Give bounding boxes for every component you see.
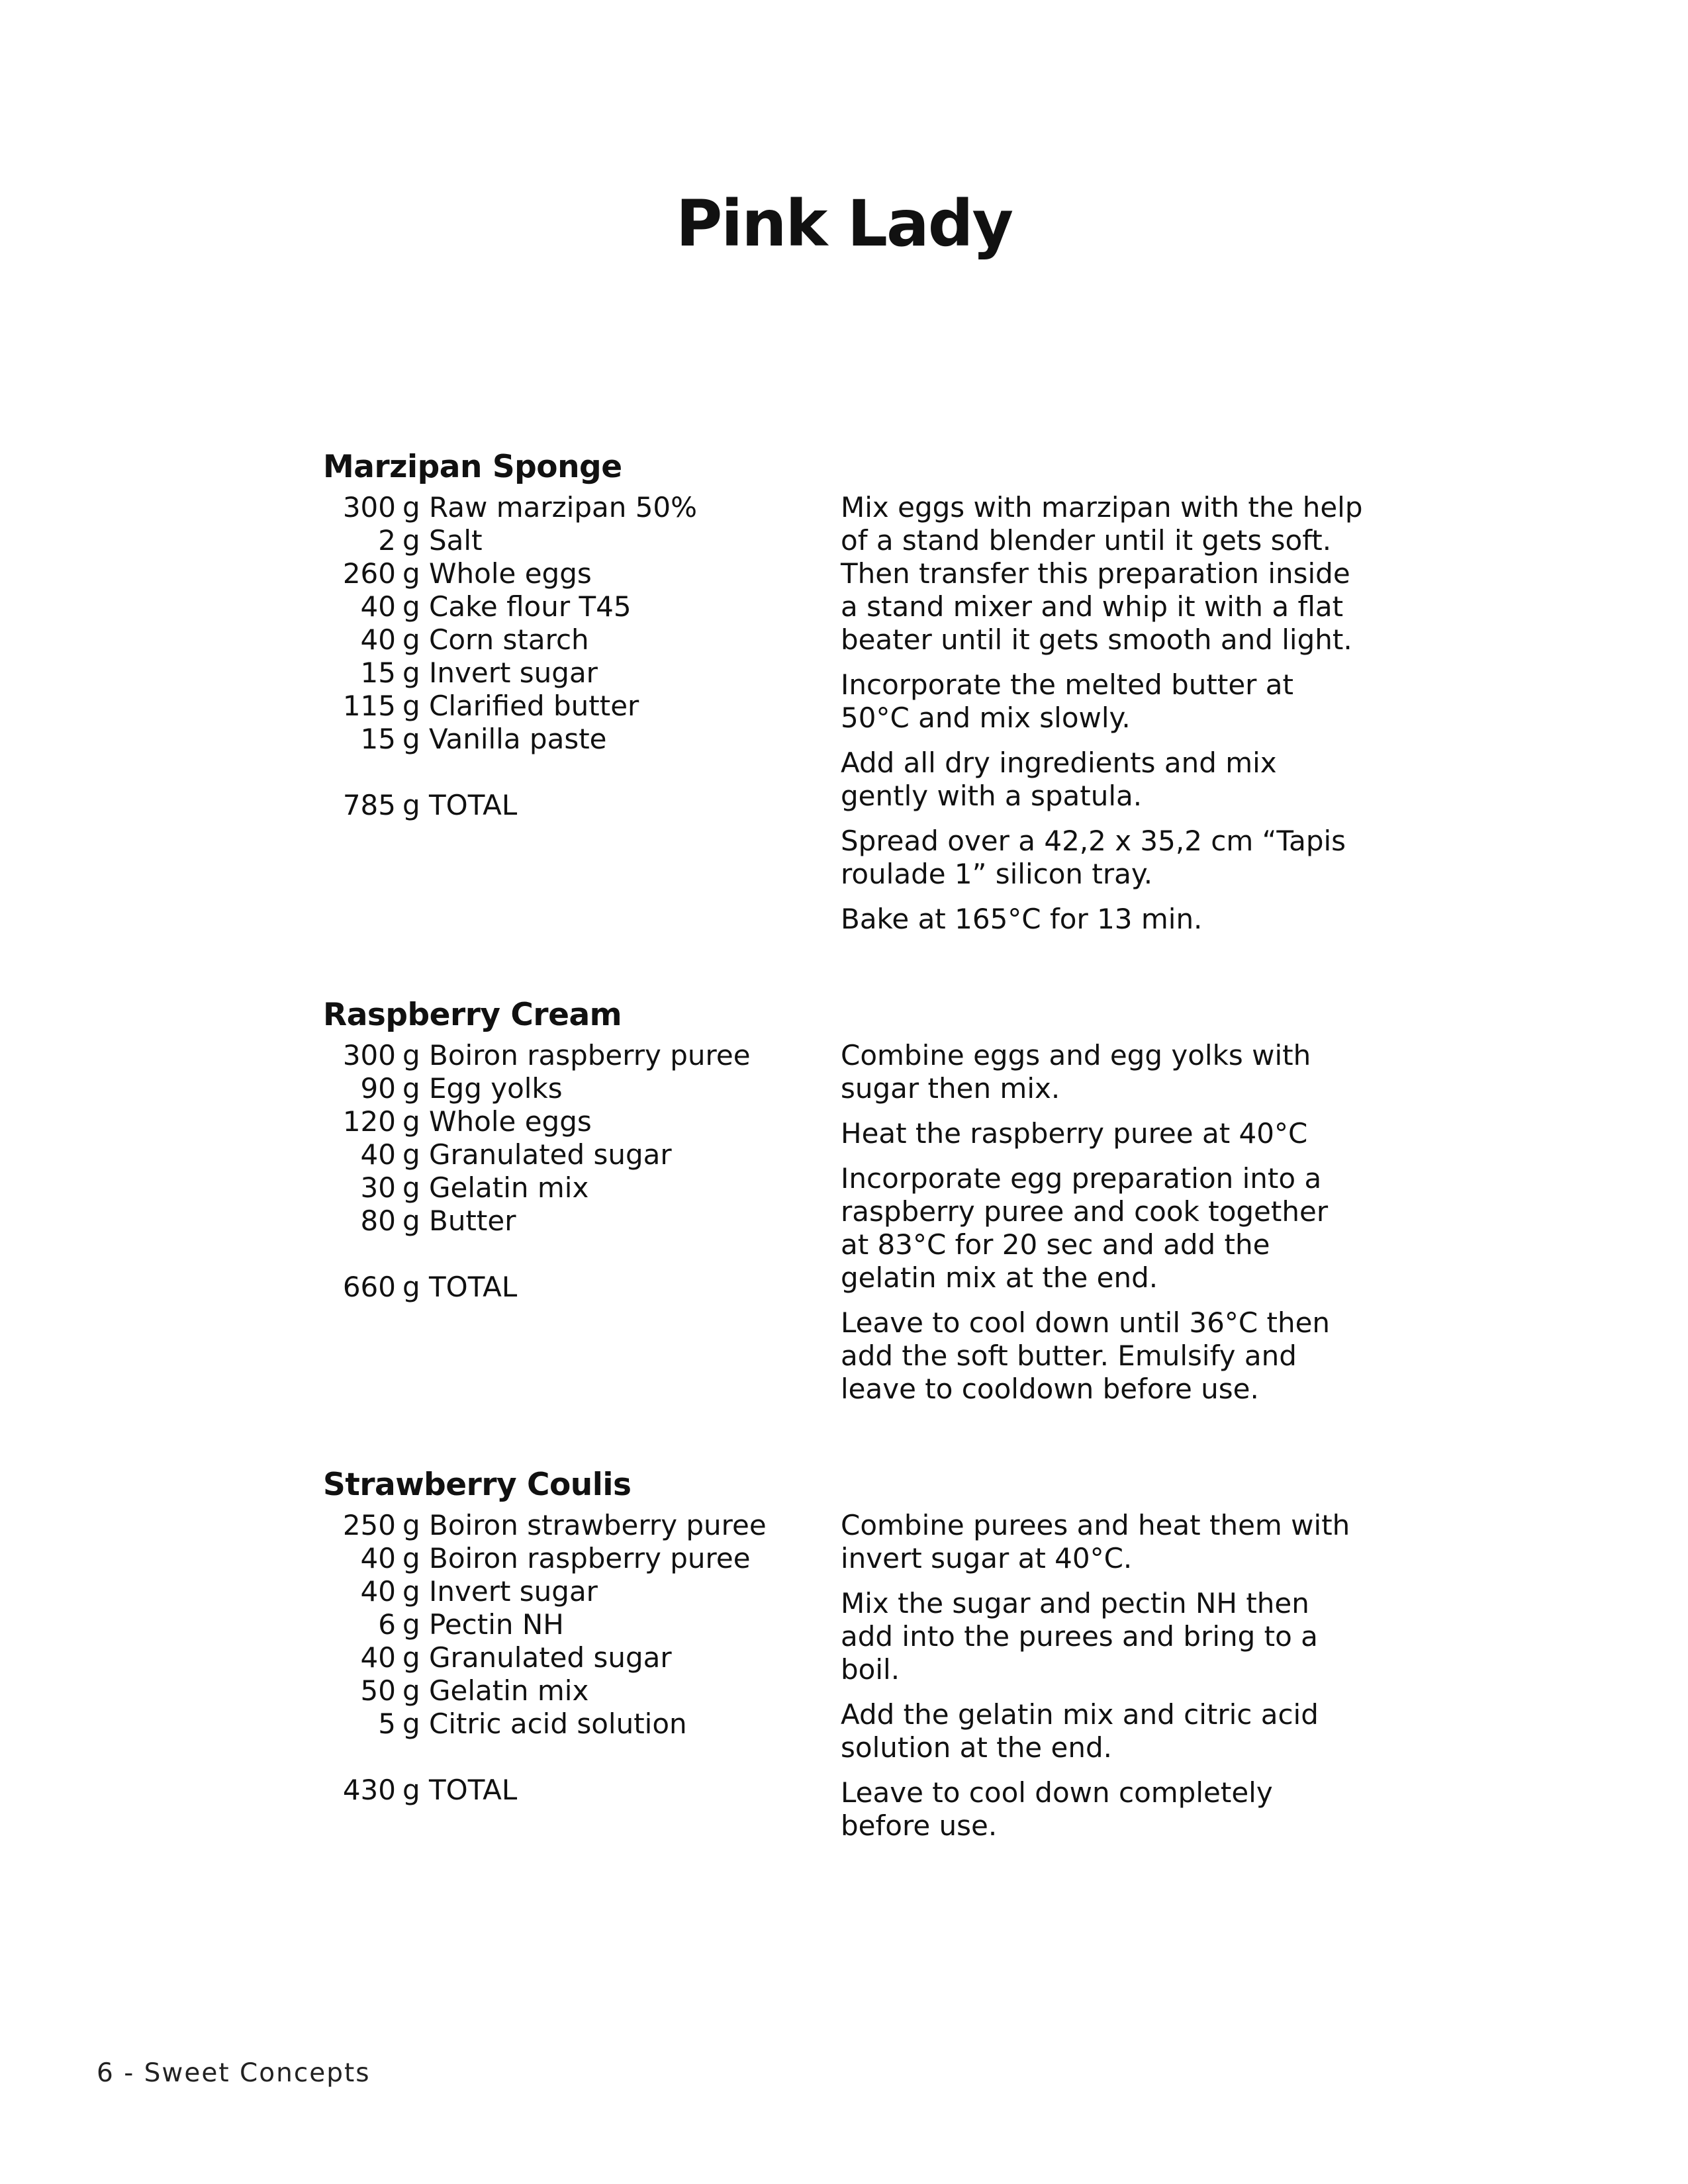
ingredient-row [323, 1641, 800, 1674]
ingredient-row [323, 690, 800, 723]
ingredient-unit: g [402, 1072, 420, 1105]
ingredient-row [323, 590, 800, 623]
section-title: Marzipan Sponge [323, 449, 622, 485]
ingredient-row [323, 1575, 800, 1608]
ingredient-name: Clarified butter [429, 690, 639, 722]
ingredient-name: Pectin NH [429, 1608, 564, 1641]
section-title: Raspberry Cream [323, 997, 622, 1033]
page-footer: 6 - Sweet Concepts [97, 2058, 371, 2088]
ingredient-name: Gelatin mix [429, 1674, 589, 1707]
ingredient-qty: 90 [360, 1072, 396, 1105]
ingredient-name: Granulated sugar [429, 1641, 672, 1674]
ingredient-row [323, 1707, 800, 1741]
ingredient-unit: g [402, 557, 420, 590]
ingredient-row [323, 1171, 800, 1205]
ingredient-qty: 50 [360, 1674, 396, 1707]
ingredient-qty: 260 [342, 557, 396, 590]
ingredient-name: Cake flour T45 [429, 590, 632, 623]
ingredient-qty: 300 [342, 1039, 396, 1071]
ingredient-qty: 30 [360, 1171, 396, 1204]
ingredient-unit: g [402, 1575, 420, 1608]
ingredient-name: Salt [429, 524, 483, 557]
ingredient-row [323, 1039, 800, 1072]
method-step: Spread over a 42,2 x 35,2 cm “Tapis roulade 1” silicon tray. [841, 825, 1346, 890]
ingredient-qty: 120 [342, 1105, 396, 1138]
ingredient-qty: 300 [342, 491, 396, 523]
total-unit: g [402, 789, 420, 821]
ingredient-qty: 40 [360, 623, 396, 656]
method-step: Add all dry ingredients and mix gently with a spatula. [841, 747, 1277, 812]
ingredient-qty: 40 [360, 1575, 396, 1608]
ingredient-unit: g [402, 1707, 420, 1740]
ingredient-total-row [323, 789, 800, 822]
ingredient-name: Butter [429, 1205, 516, 1237]
section-title: Strawberry Coulis [323, 1467, 632, 1503]
total-label: TOTAL [429, 1774, 518, 1806]
method-steps [841, 1039, 1364, 1418]
ingredient-total-row [323, 1774, 800, 1807]
page-title: Pink Lady [675, 187, 1013, 261]
ingredient-name: Egg yolks [429, 1072, 563, 1105]
ingredient-unit: g [402, 690, 420, 722]
method-step: Mix the sugar and pectin NH then add into the purees and bring to a boil. [841, 1587, 1318, 1686]
method-steps [841, 491, 1364, 948]
total-qty: 660 [342, 1271, 396, 1303]
ingredient-unit: g [402, 1608, 420, 1641]
total-label: TOTAL [429, 789, 518, 821]
ingredient-name: Whole eggs [429, 557, 592, 590]
ingredient-row [323, 723, 800, 756]
ingredient-unit: g [402, 1509, 420, 1541]
method-step: Add the gelatin mix and citric acid solution at the end. [841, 1698, 1319, 1764]
ingredient-row [323, 1138, 800, 1171]
total-unit: g [402, 1774, 420, 1806]
method-step: Leave to cool down until 36°C then add the soft butter. Emulsify and leave to cooldown before use. [841, 1306, 1331, 1405]
ingredient-qty: 5 [378, 1707, 396, 1740]
ingredient-unit: g [402, 1674, 420, 1707]
method-step: Incorporate egg preparation into a raspberry puree and cook together at 83°C for 20 sec and add the gelatin mix at the end. [841, 1162, 1329, 1294]
ingredient-unit: g [402, 1542, 420, 1574]
ingredient-name: Invert sugar [429, 1575, 598, 1608]
ingredient-row [323, 491, 800, 524]
ingredient-unit: g [402, 1138, 420, 1171]
ingredient-unit: g [402, 524, 420, 557]
ingredient-qty: 15 [360, 657, 396, 689]
ingredient-qty: 40 [360, 590, 396, 623]
ingredient-qty: 115 [342, 690, 396, 722]
ingredient-row [323, 1105, 800, 1138]
method-step: Bake at 165°C for 13 min. [841, 903, 1203, 935]
ingredient-name: Boiron strawberry puree [429, 1509, 767, 1541]
ingredient-unit: g [402, 590, 420, 623]
total-qty: 785 [342, 789, 396, 821]
ingredient-qty: 40 [360, 1641, 396, 1674]
ingredient-qty: 250 [342, 1509, 396, 1541]
ingredient-name: Granulated sugar [429, 1138, 672, 1171]
ingredient-qty: 40 [360, 1542, 396, 1574]
ingredient-row [323, 1608, 800, 1641]
ingredient-unit: g [402, 723, 420, 755]
ingredient-name: Vanilla paste [429, 723, 607, 755]
method-step: Combine eggs and egg yolks with sugar then mix. [841, 1039, 1311, 1105]
ingredient-total-row [323, 1271, 800, 1304]
method-step: Mix eggs with marzipan with the help of a stand blender until it gets soft. Then transfer this preparation inside a stand mixer and whip it with a flat beater until it gets smooth and light. [841, 491, 1363, 656]
ingredient-unit: g [402, 657, 420, 689]
method-step: Combine purees and heat them with invert sugar at 40°C. [841, 1509, 1350, 1574]
ingredient-name: Raw marzipan 50% [429, 491, 698, 523]
ingredient-qty: 6 [378, 1608, 396, 1641]
ingredient-qty: 80 [360, 1205, 396, 1237]
ingredient-row [323, 657, 800, 690]
ingredient-row [323, 1509, 800, 1542]
ingredient-unit: g [402, 1641, 420, 1674]
ingredient-row [323, 1205, 800, 1238]
ingredient-name: Gelatin mix [429, 1171, 589, 1204]
total-unit: g [402, 1271, 420, 1303]
ingredient-list [323, 1509, 800, 1807]
ingredient-row [323, 623, 800, 657]
ingredient-row [323, 1542, 800, 1575]
ingredient-row [323, 1072, 800, 1105]
ingredient-qty: 2 [378, 524, 396, 557]
method-steps [841, 1509, 1364, 1854]
ingredient-unit: g [402, 491, 420, 523]
ingredient-unit: g [402, 1039, 420, 1071]
ingredient-qty: 15 [360, 723, 396, 755]
total-label: TOTAL [429, 1271, 518, 1303]
ingredient-unit: g [402, 623, 420, 656]
ingredient-name: Invert sugar [429, 657, 598, 689]
ingredient-unit: g [402, 1171, 420, 1204]
total-qty: 430 [342, 1774, 396, 1806]
ingredient-name: Citric acid solution [429, 1707, 687, 1740]
ingredient-name: Boiron raspberry puree [429, 1039, 751, 1071]
recipe-section-strawberry-coulis [323, 1465, 1356, 2171]
ingredient-row [323, 524, 800, 557]
ingredient-name: Corn starch [429, 623, 589, 656]
ingredient-qty: 40 [360, 1138, 396, 1171]
ingredient-row [323, 557, 800, 590]
ingredient-list [323, 1039, 800, 1304]
ingredient-name: Whole eggs [429, 1105, 592, 1138]
method-step: Incorporate the melted butter at 50°C and mix slowly. [841, 668, 1293, 734]
ingredient-unit: g [402, 1205, 420, 1237]
ingredient-unit: g [402, 1105, 420, 1138]
ingredient-row [323, 1674, 800, 1707]
ingredient-list [323, 491, 800, 822]
method-step: Leave to cool down completely before use. [841, 1776, 1273, 1842]
ingredient-name: Boiron raspberry puree [429, 1542, 751, 1574]
method-step: Heat the raspberry puree at 40°C [841, 1117, 1308, 1150]
